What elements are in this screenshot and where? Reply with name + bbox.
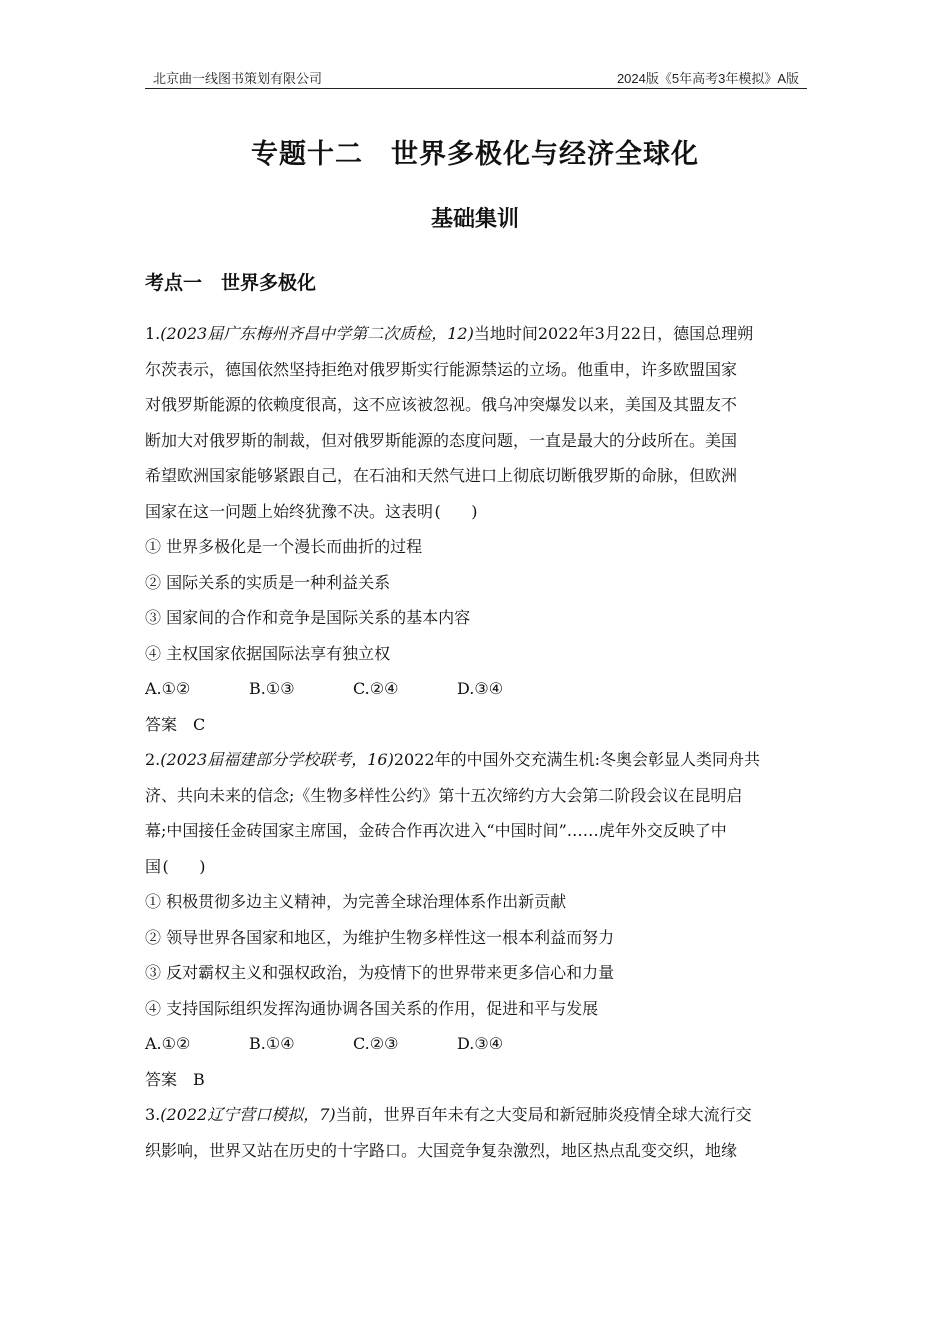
answer-blank: ( ): [162, 856, 206, 876]
question-3-stem: 3.(2022辽宁营口模拟，7)当前，世界百年未有之大变局和新冠肺炎疫情全球大流行交: [145, 1105, 752, 1124]
choice-a: A.①②: [145, 1034, 191, 1053]
question-2-option: ① 积极贯彻多边主义精神，为完善全球治理体系作出新贡献: [145, 892, 567, 911]
question-1-option: ③ 国家间的合作和竞争是国际关系的基本内容: [145, 608, 471, 627]
question-2-option: ③ 反对霸权主义和强权政治，为疫情下的世界带来更多信心和力量: [145, 963, 615, 982]
question-1-stem-line: 国家在这一问题上始终犹豫不决。这表明( ): [145, 494, 805, 530]
choice-d: D.③④: [457, 1034, 504, 1053]
question-2-stem-line: 国( ): [145, 849, 805, 885]
question-1-stem-line: 断加大对俄罗斯的制裁，但对俄罗斯能源的态度问题，一直是最大的分歧所在。美国: [145, 430, 738, 450]
question-list: [145, 316, 805, 1168]
header-publisher: 北京曲一线图书策划有限公司: [153, 71, 323, 86]
page-header: [145, 64, 807, 89]
question-3-source: (2022辽宁营口模拟，7): [160, 1105, 336, 1124]
question-3-stem-line: 织影响，世界又站在历史的十字路口。大国竞争复杂激烈，地区热点乱变交织，地缘: [145, 1140, 738, 1160]
question-1-source: (2023届广东梅州齐昌中学第二次质检，12): [160, 324, 474, 343]
choice-c: C.②③: [353, 1034, 399, 1053]
question-1-choices: [145, 671, 805, 707]
question-1-stem-line: 尔茨表示，德国依然坚持拒绝对俄罗斯实行能源禁运的立场。他重申，许多欧盟国家: [145, 359, 738, 379]
question-2-option: ② 领导世界各国家和地区，为维护生物多样性这一根本利益而努力: [145, 927, 615, 947]
question-2-option: ④ 支持国际组织发挥沟通协调各国关系的作用，促进和平与发展: [145, 998, 599, 1018]
question-1-option: ④ 主权国家依据国际法享有独立权: [145, 643, 391, 663]
choice-b: B.①④: [249, 1034, 295, 1053]
question-2-choices: [145, 1026, 805, 1062]
choice-c: C.②④: [353, 679, 399, 698]
question-1-answer: 答案 C: [145, 714, 206, 734]
question-1-stem-line: 对俄罗斯能源的依赖度很高，这不应该被忽视。俄乌冲突爆发以来，美国及其盟友不: [145, 395, 738, 414]
question-2-stem-line: 幕;中国接任金砖国家主席国，金砖合作再次进入“中国时间”……虎年外交反映了中: [145, 821, 727, 840]
question-2-stem-line: 济、共向未来的信念;《生物多样性公约》第十五次缔约方大会第二阶段会议在昆明启: [145, 785, 743, 805]
choice-b: B.①③: [249, 679, 295, 698]
question-1-option: ② 国际关系的实质是一种利益关系: [145, 572, 391, 592]
question-1-stem: 1.(2023届广东梅州齐昌中学第二次质检，12)当地时间2022年3月22日，德国总理朔: [145, 324, 754, 343]
choice-d: D.③④: [457, 679, 504, 698]
question-1-stem-line: 希望欧洲国家能够紧跟自己，在石油和天然气进口上彻底切断俄罗斯的命脉，但欧洲: [145, 466, 738, 485]
question-1-option: ① 世界多极化是一个漫长而曲折的过程: [145, 537, 423, 556]
question-2-stem: 2.(2023届福建部分学校联考，16)2022年的中国外交充满生机:冬奥会彰显人类同舟共: [145, 750, 760, 769]
question-2-source: (2023届福建部分学校联考，16): [160, 750, 394, 769]
answer-blank: ( ): [434, 501, 478, 521]
page-title: 专题十二 世界多极化与经济全球化: [251, 139, 699, 170]
question-2-answer: 答案 B: [145, 1069, 205, 1089]
section-title: 考点一 世界多极化: [145, 272, 317, 294]
header-edition: 2024版《5年高考3年模拟》A版: [616, 71, 799, 86]
page-subtitle: 基础集训: [430, 207, 519, 232]
choice-a: A.①②: [145, 679, 191, 698]
